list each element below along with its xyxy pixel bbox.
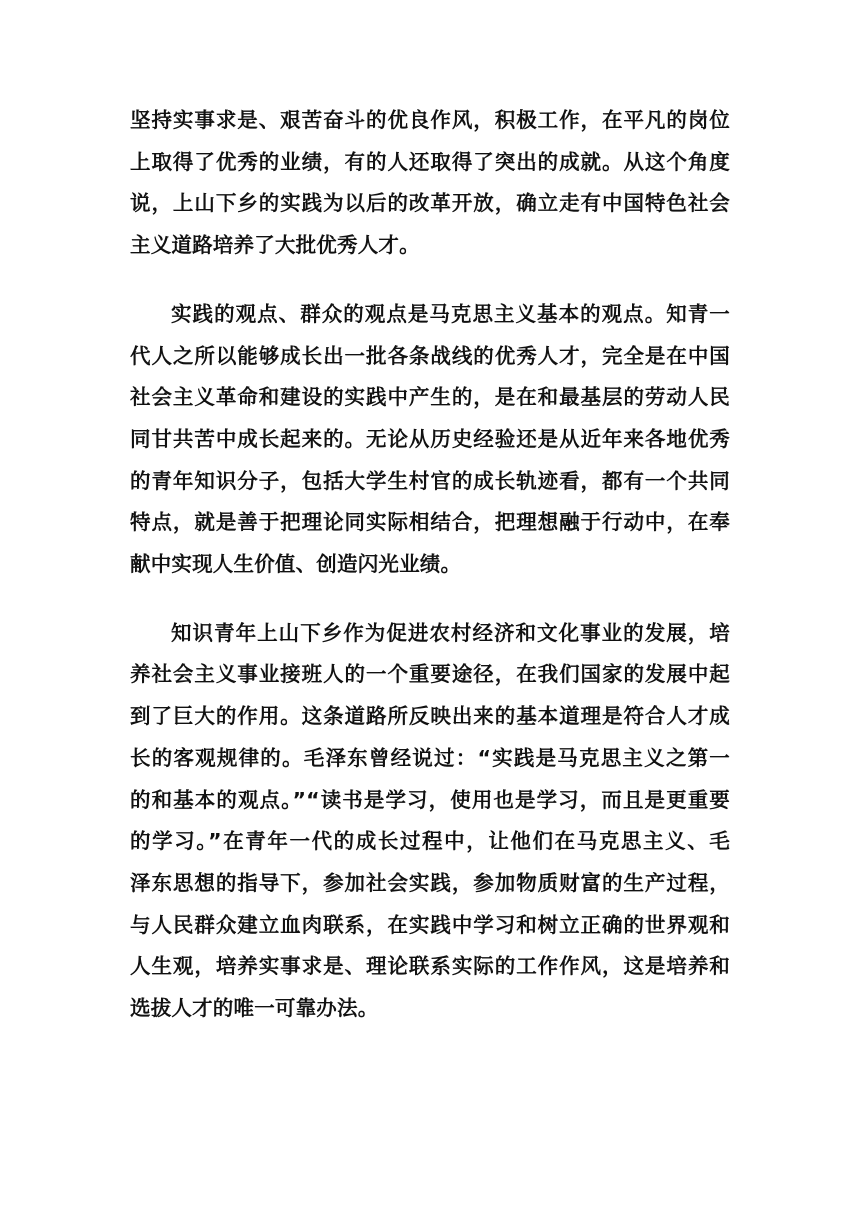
paragraph-3 (130, 613, 730, 1030)
text-line: 说，上山下乡的实践为以后的改革开放，确立走有中国特色社会 (130, 191, 730, 216)
text-line: 与人民群众建立血肉联系，在实践中学习和树立正确的世界观和 (130, 912, 730, 937)
text-line: 社会主义革命和建设的实践中产生的，是在和最基层的劳动人民 (130, 385, 730, 410)
text-line: 献中实现人生价值、创造闪光业绩。 (130, 552, 462, 577)
text-line: 知识青年上山下乡作为促进农村经济和文化事业的发展，培 (171, 620, 730, 645)
text-line: 泽东思想的指导下，参加社会实践，参加物质财富的生产过程， (130, 870, 730, 895)
text-line: 主义道路培养了大批优秀人才。 (130, 233, 420, 258)
text-line: 选拔人才的唯一可靠办法。 (130, 996, 379, 1021)
paragraph-1 (130, 100, 730, 267)
text-line: 坚持实事求是、艰苦奋斗的优良作风，积极工作，在平凡的岗位 (130, 108, 730, 132)
text-line: 同甘共苦中成长起来的。无论从历史经验还是从近年来各地优秀 (130, 426, 730, 451)
text-line: 养社会主义事业接班人的一个重要途径，在我们国家的发展中起 (130, 662, 730, 687)
text-line: 上取得了优秀的业绩，有的人还取得了突出的成就。从这个角度 (130, 149, 730, 174)
text-line: 代人之所以能够成长出一批各条战线的优秀人才，完全是在中国 (130, 343, 730, 368)
paragraph-2 (130, 294, 730, 586)
text-line: 长的客观规律的。毛泽东曾经说过：“实践是马克思主义之第一 (130, 745, 730, 770)
text-line: 的和基本的观点。”“读书是学习，使用也是学习，而且是更重要 (130, 787, 730, 812)
text-line: 特点，就是善于把理论同实际相结合，把理想融于行动中，在奉 (130, 510, 730, 535)
text-line: 人生观，培养实事求是、理论联系实际的工作作风，这是培养和 (130, 954, 730, 979)
text-line: 到了巨大的作用。这条道路所反映出来的基本道理是符合人才成 (130, 704, 730, 729)
text-line: 实践的观点、群众的观点是马克思主义基本的观点。知青一 (171, 301, 730, 326)
body-text (130, 100, 730, 1030)
text-line: 的青年知识分子，包括大学生村官的成长轨迹看，都有一个共同 (130, 468, 730, 493)
text-line: 的学习。”在青年一代的成长过程中，让他们在马克思主义、毛 (130, 829, 730, 854)
